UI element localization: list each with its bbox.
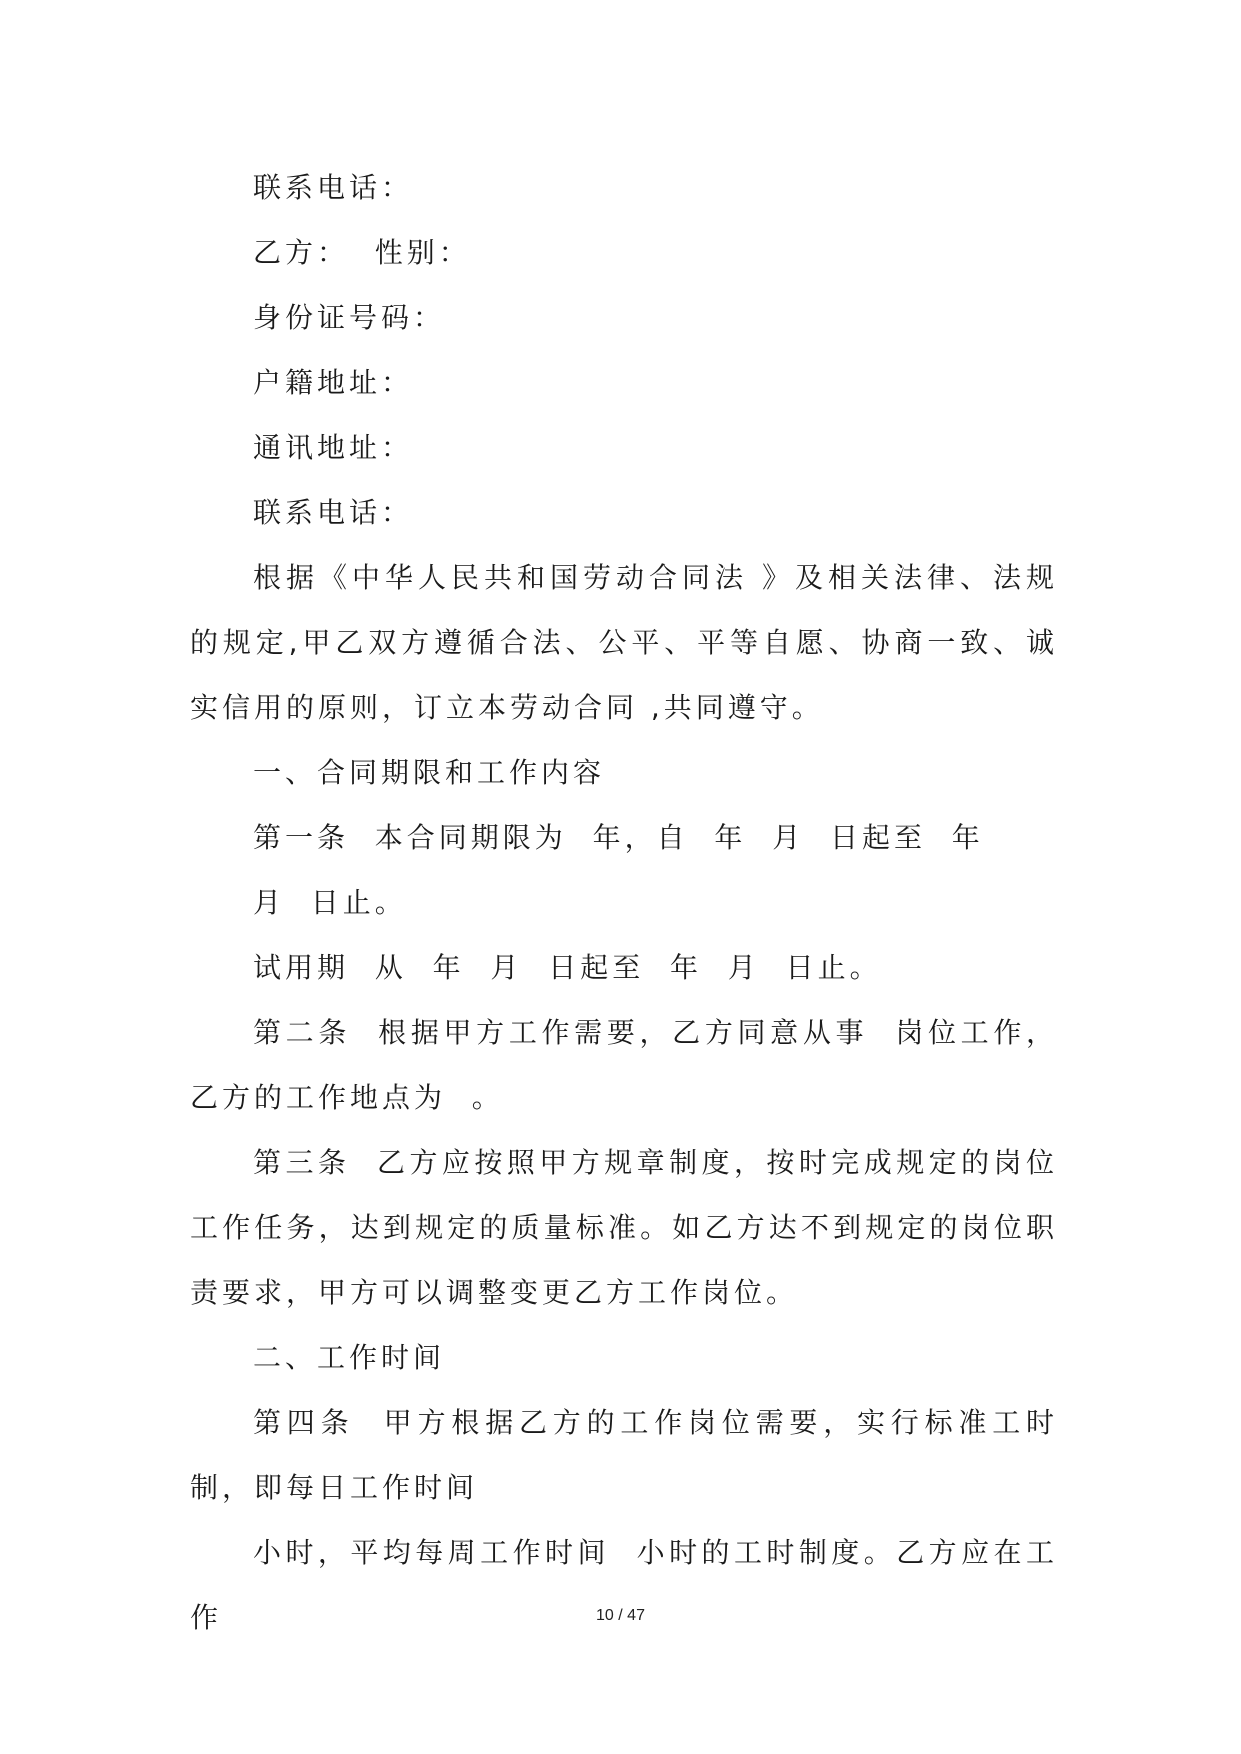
household-address-line: 户籍地址： xyxy=(253,366,414,399)
party-b-gender-line: 乙方： 性别： xyxy=(253,236,471,269)
article-1-line-1: 第一条 本合同期限为 年，自 年 月 日起至 年 xyxy=(253,821,984,854)
contact-phone-line-1: 联系电话： xyxy=(253,171,414,204)
probation-period-line: 试用期 从 年 月 日起至 年 月 日止。 xyxy=(253,951,882,984)
id-number-line: 身份证号码： xyxy=(253,301,446,334)
page-number: 10 / 47 xyxy=(596,1607,645,1624)
mailing-address-line: 通讯地址： xyxy=(253,431,414,464)
contact-phone-line-2: 联系电话： xyxy=(253,496,414,529)
section-heading-term-and-content: 一、合同期限和工作内容 xyxy=(253,756,606,789)
document-body xyxy=(190,155,1058,1650)
article-4-continuation: 小时，平均每周工作时间 小时的工时制度。乙方应在工作 xyxy=(190,1536,1058,1634)
article-2-paragraph: 第二条 根据甲方工作需要，乙方同意从事 岗位工作，乙方的工作地点为 。 xyxy=(190,1016,1058,1114)
article-3-paragraph: 第三条 乙方应按照甲方规章制度，按时完成规定的岗位工作任务，达到规定的质量标准。如乙方达不到规定的岗位职责要求，甲方可以调整变更乙方工作岗位。 xyxy=(190,1146,1058,1309)
preamble-paragraph: 根据《中华人民共和国劳动合同法 》及相关法律、法规的规定,甲乙双方遵循合法、公平、平等自愿、协商一致、诚实信用的原则，订立本劳动合同 ,共同遵守。 xyxy=(190,561,1058,724)
article-1-line-2: 月 日止。 xyxy=(253,886,407,919)
section-heading-working-hours: 二、工作时间 xyxy=(253,1341,446,1374)
article-4-paragraph: 第四条 甲方根据乙方的工作岗位需要，实行标准工时制，即每日工作时间 xyxy=(190,1406,1058,1504)
